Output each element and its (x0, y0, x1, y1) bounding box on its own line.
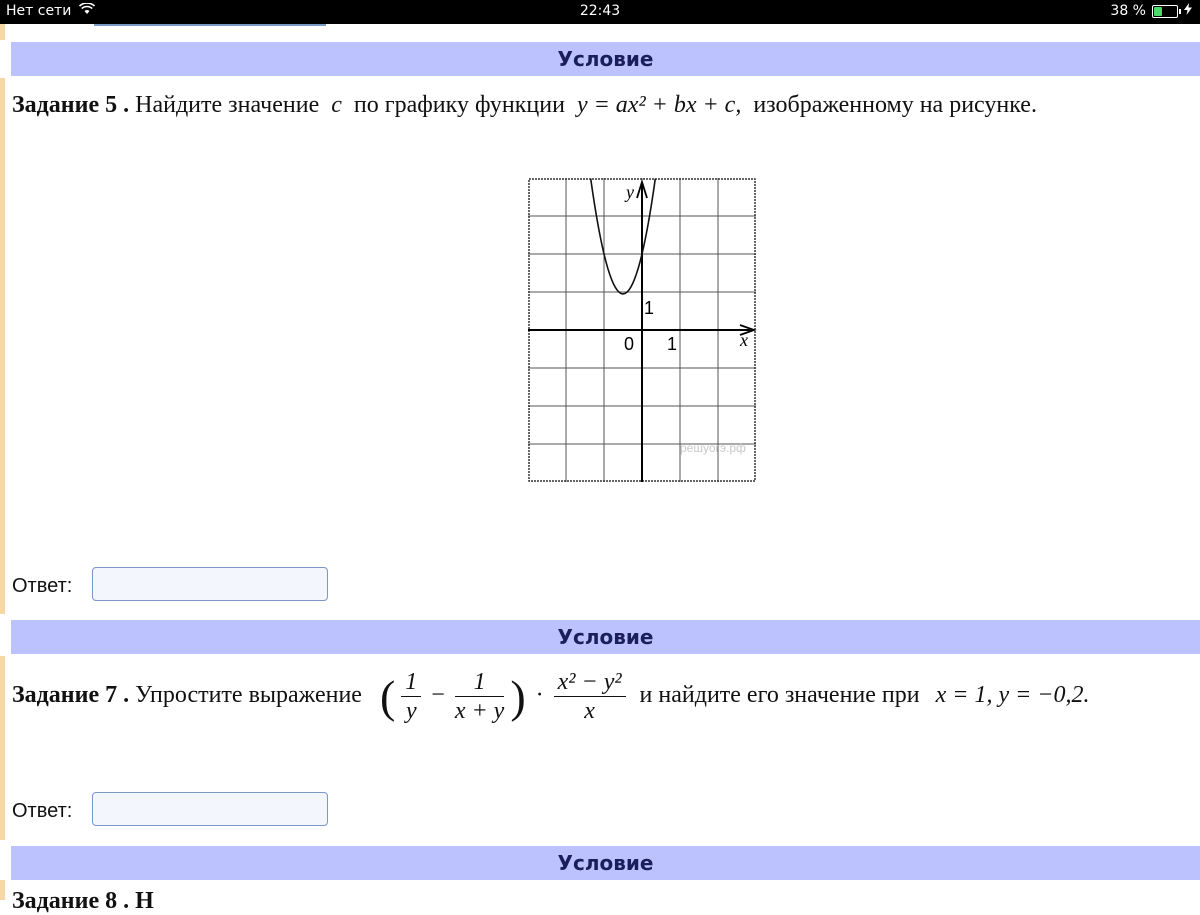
condition-header: Условие (11, 620, 1200, 654)
task8-label: Задание 8 . Н (12, 888, 154, 914)
fraction-1-over-y: $\frac{1}{y}$ (401, 668, 421, 725)
condition-header: Условие (11, 846, 1200, 880)
previous-input-edge (94, 24, 326, 26)
minus-sign: − (431, 682, 445, 709)
task5-text-before: Найдите значение (135, 92, 320, 118)
origin-label: 0 (624, 334, 635, 354)
task7-label: Задание 7 . (12, 682, 130, 709)
battery-icon (1152, 5, 1178, 18)
task7-text-after: и найдите его значение при (639, 682, 920, 709)
task5-label: Задание 5 . (12, 92, 130, 118)
charging-icon (1184, 3, 1192, 19)
left-accent-bar (0, 24, 5, 40)
battery-percent: 38 % (1110, 3, 1146, 19)
task7-text (12, 668, 1089, 725)
x-axis-label: x (740, 330, 748, 350)
task7-values: x = 1, y = −0,2. (935, 682, 1090, 709)
task5-formula: y = ax² + bx + c, (576, 92, 742, 118)
clock: 22:43 (579, 3, 621, 19)
task5-text (12, 92, 1037, 119)
task5-text-mid: по графику функции (353, 92, 565, 118)
task7-answer-input[interactable] (92, 792, 328, 826)
left-accent-bar (0, 880, 5, 900)
watermark: решуогэ.рф (680, 441, 746, 455)
task7-answer-label: Ответ: (12, 800, 73, 822)
x-unit-label: 1 (667, 334, 678, 354)
task8-text-partial (12, 888, 154, 915)
task5-answer-label: Ответ: (12, 575, 73, 597)
y-axis-label: y (626, 182, 634, 202)
fraction-1-over-x-plus-y: $\frac{1}{x + y}$ (454, 669, 505, 724)
multiply-dot: · (535, 682, 544, 709)
status-bar (0, 0, 1200, 24)
task7-expression: ( $\frac{1}{y}$ − $\frac{1}{x + y}$ ) · $\frac{\text{x² − y²}}{x}$ (380, 682, 632, 708)
y-unit-label: 1 (644, 298, 655, 318)
task5-answer-input[interactable] (92, 567, 328, 601)
task7-text-before: Упростите выражение (135, 682, 362, 709)
carrier-label: Нет сети (6, 3, 72, 19)
fraction-x2-minus-y2-over-x: $\frac{\text{x² − y²}}{x}$ (554, 668, 626, 725)
condition-header: Условие (11, 42, 1200, 76)
left-accent-bar (0, 656, 5, 840)
task5-var-c: c (331, 92, 342, 118)
parabola-graph (528, 178, 758, 484)
left-accent-bar (0, 78, 5, 614)
task5-text-after: изображенному на рисунке. (753, 92, 1037, 118)
